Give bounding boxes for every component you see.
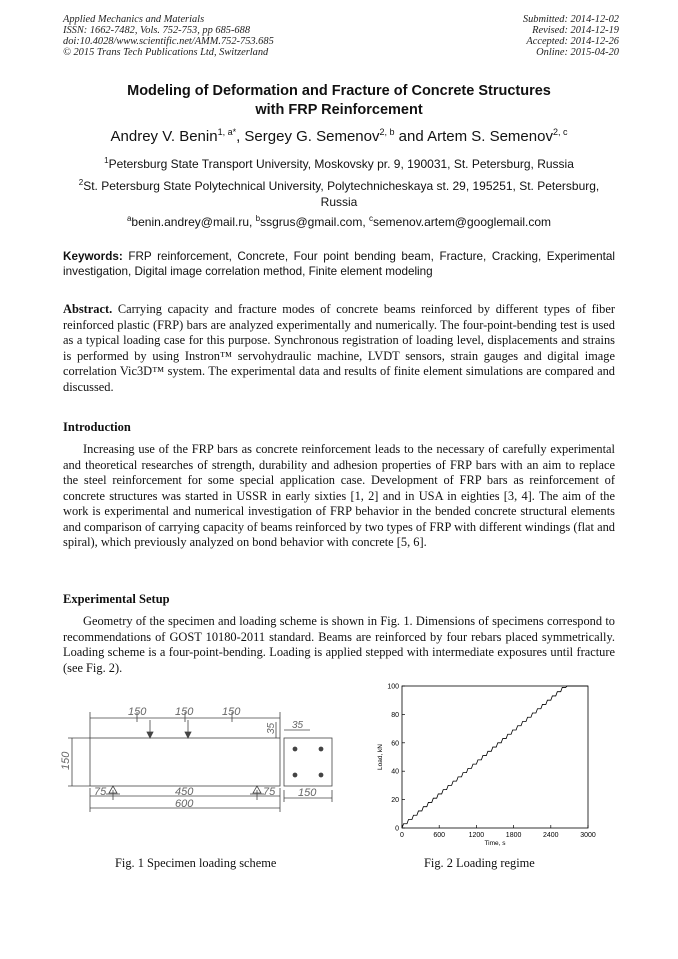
keywords — [63, 250, 615, 279]
keywords-label: Keywords: — [63, 250, 123, 263]
affiliation-2-sup: 2 — [78, 178, 84, 187]
affiliation-1-sup: 1 — [104, 156, 109, 165]
dim-top-2: 150 — [175, 706, 194, 718]
author-separator: and — [394, 128, 428, 145]
dim-height: 150 — [60, 751, 72, 770]
email-c-sup: c — [369, 214, 373, 223]
affiliation-1-text: Petersburg State Transport University, Moskovsky pr. 9, 190031, St. Petersburg, Russia — [108, 157, 574, 171]
setup-paragraph: Geometry of the specimen and loading scheme is shown in Fig. 1. Dimensions of specimens correspond to recommendations of GOST 10180-2011 standard. Beams are reinforced by four rebars placed symmetrically. Loading scheme is a four-point-bending. Loading is applied stepped with intermediate exposures until fracture (see Fig. 2). — [63, 614, 615, 675]
author-2: Sergey G. Semenov — [244, 128, 380, 145]
header-doi: doi:10.4028/www.scientific.net/AMM.752-753.685 — [63, 36, 274, 47]
title-line-1: Modeling of Deformation and Fracture of Concrete Structures — [127, 83, 551, 99]
x-tick-label: 600 — [433, 832, 446, 839]
keywords-text: FRP reinforcement, Concrete, Four point bending beam, Fracture, Cracking, Experimental investigation, Digital image correlation method, Finite element modeling — [63, 250, 615, 278]
email-a[interactable]: benin.andrey@mail.ru, — [131, 215, 256, 229]
series-line-load — [402, 686, 588, 828]
email-list — [63, 214, 615, 230]
email-b[interactable]: ssgrus@gmail.com, — [260, 215, 369, 229]
header-revised: Revised: 2014-12-19 — [532, 25, 619, 36]
email-a-sup: a — [126, 214, 132, 223]
author-separator: , — [236, 128, 245, 145]
header-accepted: Accepted: 2014-12-26 — [526, 36, 619, 47]
email-c[interactable]: semenov.artem@googlemail.com — [373, 215, 552, 229]
y-tick-label: 80 — [391, 711, 399, 719]
paper-title — [40, 82, 638, 120]
rebar-dot — [293, 773, 297, 777]
dim-cs-top: 35 — [266, 722, 277, 734]
y-tick-label: 20 — [391, 797, 399, 805]
dim-cs-side: 35 — [292, 720, 304, 731]
dim-top-3: 150 — [222, 706, 241, 718]
author-1: Andrey V. Benin — [110, 128, 218, 145]
rebar-dot — [319, 747, 323, 751]
journal-header-left — [63, 14, 274, 58]
affiliation-1 — [63, 156, 615, 172]
author-1-sup: 1, a* — [217, 127, 237, 137]
dim-cs-width: 150 — [298, 787, 317, 799]
y-tick-label: 0 — [395, 825, 399, 833]
section-heading-experimental-setup: Experimental Setup — [63, 592, 170, 606]
figure-1-cross-section — [268, 712, 338, 812]
header-online: Online: 2015-04-20 — [536, 47, 619, 58]
journal-header-right — [523, 14, 619, 58]
rebar-dot — [319, 773, 323, 777]
dim-total: 600 — [175, 798, 194, 810]
abstract-label: Abstract. — [63, 302, 113, 316]
y-axis-label: Load, kN — [377, 743, 384, 771]
x-tick-label: 1800 — [505, 832, 522, 839]
abstract-text: Carrying capacity and fracture modes of concrete beams reinforced by different types of fiber reinforced plastic (FRP) bars are analyzed experimentally and numerically. The four-point-bending test is used as a typical loading case for this purpose. Synchronous registration of loading level, displacements and strains is performed by using Instron™ servohydraulic machine, LVDT sensors, strain gauges and digital image correlation Vic3D™ system. The experimental data and results of finite element simulations are compared and discussed. — [63, 302, 615, 394]
x-tick-label: 1200 — [468, 832, 485, 839]
dim-right-support: 75 — [263, 786, 276, 798]
x-tick-label: 2400 — [543, 832, 559, 839]
dim-span: 450 — [175, 786, 194, 798]
affiliation-2-text: St. Petersburg State Polytechnical University, Polytechnicheskaya st. 29, 195251, St. Petersburg, Russia — [83, 179, 600, 209]
introduction-paragraph: Increasing use of the FRP bars as concrete reinforcement leads to the necessary of carefully experimental and theoretical researches of strength, durability and adhesion properties of FRP bars with an aim to replace the steel reinforcement for some special application case. Development of FRP bars as reinforcement of concrete structures was started in USSR in early sixties [1, 2] and in USA in eighties [3, 4]. The aim of the work is experimental and numerical investigation of FRP behavior in the bended concrete structural elements and comparison of carrying capacity of beams reinforced by two types of FRP with different windings (flat and spiral), which previously analyzed on bond behavior with concrete [5, 6]. — [63, 442, 615, 549]
dim-left-support: 75 — [94, 786, 107, 798]
email-b-sup: b — [255, 214, 261, 223]
figure-1-caption: Fig. 1 Specimen loading scheme — [115, 856, 277, 870]
author-3-sup: 2, c — [552, 127, 568, 137]
figure-2-caption: Fig. 2 Loading regime — [424, 856, 535, 870]
beam-outline — [90, 738, 280, 786]
dim-top-1: 150 — [128, 706, 147, 718]
header-issn: ISSN: 1662-7482, Vols. 752-753, pp 685-688 — [63, 25, 251, 36]
x-tick-label: 3000 — [580, 832, 596, 839]
y-tick-label: 100 — [387, 683, 399, 691]
y-tick-label: 60 — [391, 740, 399, 748]
author-list — [40, 128, 638, 146]
affiliation-2 — [63, 178, 615, 210]
header-journal: Applied Mechanics and Materials — [63, 14, 205, 25]
x-tick-label: 0 — [400, 832, 404, 839]
title-line-2: with FRP Reinforcement — [255, 102, 423, 118]
header-submitted: Submitted: 2014-12-02 — [522, 14, 619, 25]
rebar-dot — [293, 747, 297, 751]
figure-2-chart — [372, 678, 602, 848]
abstract — [63, 302, 615, 395]
author-3: Artem S. Semenov — [427, 128, 553, 145]
cross-section-outline — [284, 738, 332, 786]
x-axis-label: Time, s — [484, 840, 506, 847]
author-2-sup: 2, b — [379, 127, 395, 137]
y-tick-label: 40 — [391, 768, 399, 776]
header-copyright: © 2015 Trans Tech Publications Ltd, Switzerland — [63, 47, 269, 58]
section-heading-introduction: Introduction — [63, 420, 131, 434]
plot-frame — [402, 686, 588, 828]
